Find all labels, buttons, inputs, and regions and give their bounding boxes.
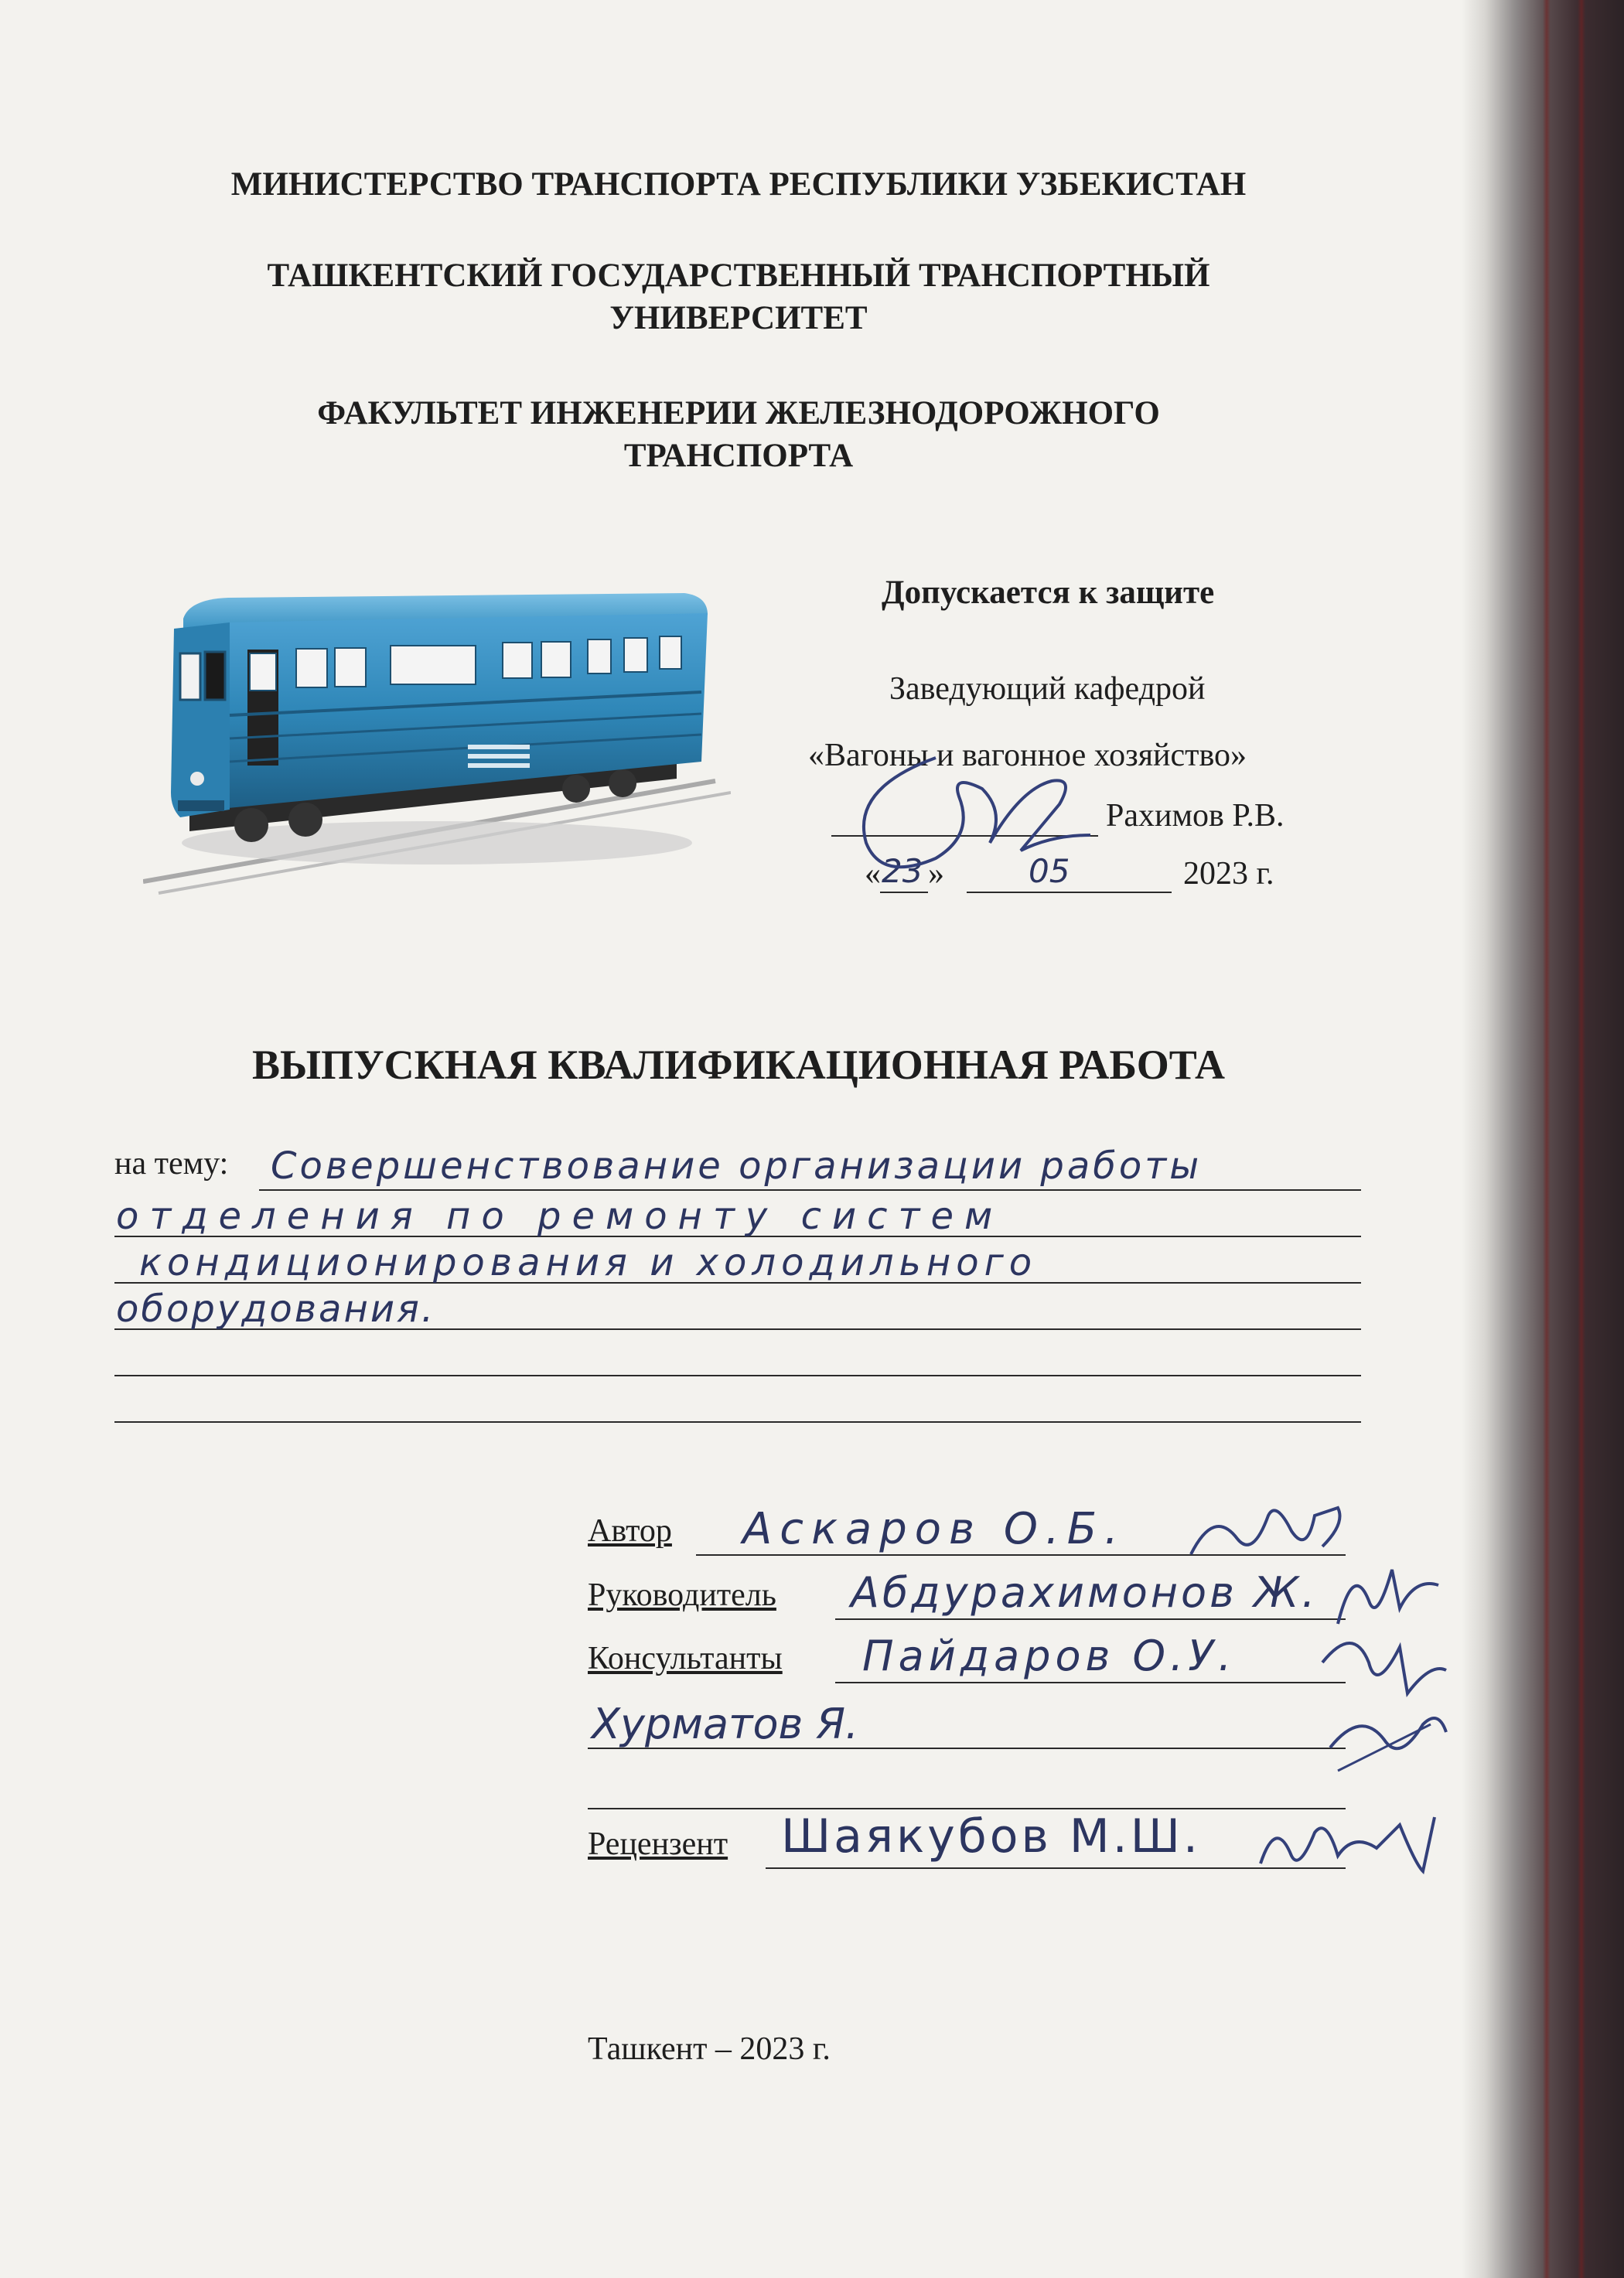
topic-line-6 <box>114 1421 1361 1423</box>
topic-handwritten-line3: кондиционирования и холодильного <box>139 1241 1038 1284</box>
consultant1-value: Пайдаров О.У. <box>862 1632 1237 1680</box>
university-title-line1: ТАШКЕНТСКИЙ ГОСУДАРСТВЕННЫЙ ТРАНСПОРТНЫЙ <box>267 257 1210 294</box>
consultant-signature <box>1307 1616 1454 1786</box>
supervisor-value: Абдурахимонов Ж. <box>851 1568 1319 1617</box>
date-month: 05 <box>1029 852 1070 890</box>
approval-department: «Вагоны и вагонное хозяйство» <box>808 738 1247 773</box>
author-signature <box>1183 1492 1353 1570</box>
ministry-title: МИНИСТЕРСТВО ТРАНСПОРТА РЕСПУБЛИКИ УЗБЕКИСТАН <box>230 166 1247 203</box>
reviewer-label: Рецензент <box>588 1826 728 1862</box>
supervisor-line <box>835 1618 1346 1620</box>
consultant2-value: Хурматов Я. <box>592 1700 859 1748</box>
scan-edge-streak <box>1578 0 1585 2278</box>
scan-edge-streak <box>1543 0 1551 2278</box>
topic-handwritten-line1: Совершенствование организации работы <box>271 1144 1203 1188</box>
topic-line-5 <box>114 1375 1361 1376</box>
consultant1-line <box>835 1682 1346 1683</box>
faculty-title-line2: ТРАНСПОРТА <box>623 438 854 474</box>
topic-handwritten-line4: оборудования. <box>116 1287 436 1331</box>
date-year: 2023 г. <box>1183 856 1274 892</box>
approval-title: Допускается к защите <box>882 575 1215 611</box>
metro-train-illustration <box>143 576 731 901</box>
head-name: Рахимов Р.В. <box>1106 798 1285 834</box>
faculty-title-line1: ФАКУЛЬТЕТ ИНЖЕНЕРИИ ЖЕЛЕЗНОДОРОЖНОГО <box>317 395 1160 431</box>
date-close-quote: » <box>928 856 944 892</box>
date-day: 23 <box>882 852 923 890</box>
reviewer-value: Шаякубов М.Ш. <box>781 1809 1201 1864</box>
university-title-line2: УНИВЕРСИТЕТ <box>609 300 868 336</box>
topic-line-1 <box>259 1189 1361 1191</box>
approval-position: Заведующий кафедрой <box>889 671 1206 707</box>
city-year: Ташкент – 2023 г. <box>588 2031 831 2067</box>
topic-handwritten-line2: отделения по ремонту систем <box>116 1195 1004 1238</box>
thesis-title: ВЫПУСКНАЯ КВАЛИФИКАЦИОННАЯ РАБОТА <box>251 1042 1226 1088</box>
author-label: Автор <box>588 1513 672 1549</box>
date-open-quote: « <box>865 856 881 892</box>
author-value: Аскаров О.Б. <box>742 1504 1126 1554</box>
topic-label: на тему: <box>114 1146 229 1182</box>
head-signature <box>820 742 1114 897</box>
consultants-label: Консультанты <box>588 1641 783 1676</box>
reviewer-signature <box>1253 1802 1446 1887</box>
supervisor-label: Руководитель <box>588 1577 776 1613</box>
